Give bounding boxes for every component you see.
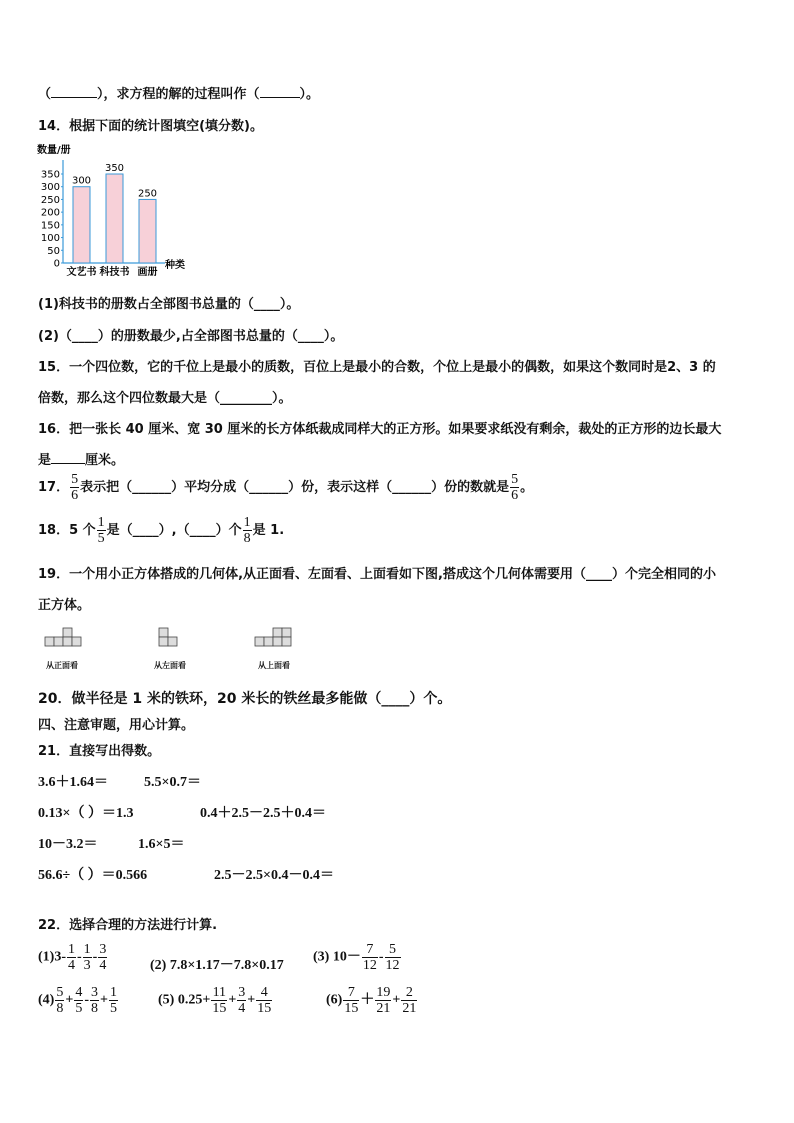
q22-p4: (4) $\frac{5}{8}$ + $\frac{4}{5}$ - $\frac{3}{8}$ + $\frac{1}{5}$: [38, 985, 117, 1016]
q22-p5: (5) 0.25+ $\frac{11}{15}$ + $\frac{3}{4}$ + $\frac{4}{15}$: [158, 985, 272, 1016]
fraction: $\frac{5}{6}$: [511, 472, 519, 503]
q16-line1: 16．把一张长 40 厘米、宽 30 厘米的长方体纸裁成同样大的正方形。如果要求纸没有剩余，裁处的正方形的边长最大: [38, 422, 722, 437]
x-category-label: 科技书: [99, 267, 130, 277]
q21-r2b: 0.4＋2.5－2.5＋0.4＝: [200, 806, 326, 821]
x-category-label: 画册: [137, 267, 158, 277]
y-tick-label: 300: [40, 182, 60, 194]
q21-r3b: 1.6×5＝: [138, 837, 185, 852]
bar-data-label: 300: [71, 175, 92, 187]
y-tick-label: 200: [40, 207, 60, 219]
y-tick-label: 350: [40, 169, 60, 181]
bar-chart: [34, 142, 204, 277]
fraction: $\frac{1}{8}$: [243, 515, 251, 546]
q19-line1: 19．一个用小正方体搭成的几何体,从正面看、左面看、上面看如下图,搭成这个几何体需要用（____）个完全相同的小: [38, 567, 716, 582]
answer-blank[interactable]: [260, 85, 300, 98]
chart-xlabel: 种类: [165, 260, 185, 271]
q21-r3a: 10－3.2＝: [38, 837, 98, 852]
q13-tail: （ ），求方程的解的过程叫作（ ）。: [38, 87, 320, 102]
bar: [139, 199, 156, 263]
left-view-figure: [156, 626, 196, 656]
view-label-top: 从上面看: [258, 661, 290, 670]
y-tick-label: 50: [47, 245, 60, 257]
q14-title: 14．根据下面的统计图填空(填分数)。: [38, 119, 263, 134]
y-tick-label: 150: [40, 220, 60, 232]
fraction: $\frac{5}{6}$: [71, 472, 79, 503]
section-4-title: 四、注意审题，用心计算。: [38, 718, 195, 733]
y-tick-label: 0: [53, 258, 60, 270]
q22-p1: (1)3- $\frac{1}{4}$ - $\frac{1}{3}$ - $\frac{3}{4}$: [38, 942, 107, 973]
q16-line2: 是 厘米。: [38, 453, 125, 468]
q21-r4b: 2.5－2.5×0.4－0.4＝: [214, 868, 334, 883]
q15-line1: 15．一个四位数，它的千位上是最小的质数，百位上是最小的合数，个位上是最小的偶数，如果这个数同时是2、3 的: [38, 360, 716, 375]
bar-data-label: 350: [104, 163, 125, 174]
q18: 18．5 个 $\frac{1}{5}$ 是（____）,（____）个 $\frac{1}{8}$ 是 1.: [38, 515, 285, 546]
answer-blank[interactable]: [51, 451, 85, 464]
q17: 17． $\frac{5}{6}$ 表示把（______）平均分成（______）份，表示这样（______）份的数就是 $\frac{5}{6}$ 。: [38, 472, 534, 503]
q22-p3: (3) 10－ $\frac{7}{12}$ - $\frac{5}{12}$: [313, 942, 400, 973]
q22-p6: (6) $\frac{7}{15}$ ＋ $\frac{19}{21}$ + $\frac{2}{21}$: [326, 985, 417, 1016]
bar: [106, 174, 123, 263]
q19-line2: 正方体。: [38, 598, 91, 613]
q21-r4a: 56.6÷（ ）＝0.566: [38, 868, 148, 883]
x-category-label: 文艺书: [66, 267, 97, 277]
chart-ylabel: 数量/册: [37, 145, 71, 156]
top-view-figure: [252, 626, 302, 656]
view-label-left: 从左面看: [154, 661, 186, 670]
front-view-figure: [42, 626, 102, 656]
q21-r1a: 3.6＋1.64＝: [38, 775, 108, 790]
q21-title: 21．直接写出得数。: [38, 744, 161, 759]
q15-line2: 倍数，那么这个四位数最大是（________）。: [38, 391, 292, 406]
view-label-front: 从正面看: [46, 661, 78, 670]
bar: [73, 187, 90, 263]
y-tick-label: 250: [40, 194, 60, 206]
q20: 20．做半径是 1 米的铁环，20 米长的铁丝最多能做（____）个。: [38, 691, 452, 707]
y-tick-label: 100: [40, 233, 60, 245]
q21-r1b: 5.5×0.7＝: [144, 775, 201, 790]
q14-sub1: (1)科技书的册数占全部图书总量的（____）。: [38, 297, 300, 312]
q21-r2a: 0.13×（ ）＝1.3: [38, 806, 134, 821]
q22-p2: (2) 7.8×1.17－7.8×0.17: [150, 958, 284, 973]
q22-title: 22．选择合理的方法进行计算.: [38, 918, 218, 933]
fraction: $\frac{1}{5}$: [97, 515, 105, 546]
answer-blank[interactable]: [51, 85, 97, 98]
bar-data-label: 250: [137, 188, 158, 200]
q14-sub2: (2)（____）的册数最少,占全部图书总量的（____）。: [38, 329, 344, 344]
